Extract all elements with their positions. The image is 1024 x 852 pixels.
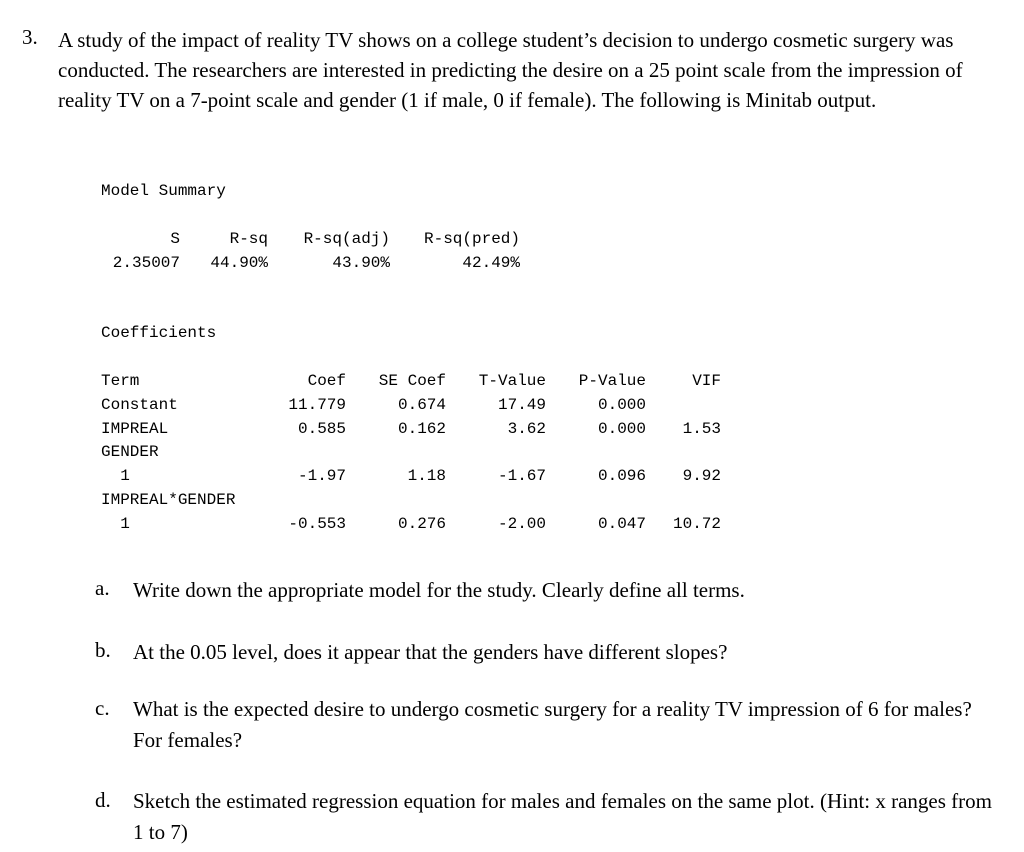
coef-cell: 11.779 [288, 396, 346, 414]
p-value-cell: 0.096 [597, 467, 646, 485]
coef-header-vif: VIF [692, 372, 721, 390]
term-cell: 1 [101, 515, 130, 533]
ms-header-s: S [170, 230, 180, 248]
part-text: Sketch the estimated regression equation for males and females on the same plot. (Hint: x ranges from 1 to 7) [133, 789, 993, 844]
term-cell: 1 [101, 467, 130, 485]
ms-header-rsq-pred: R-sq(pred) [423, 230, 520, 248]
vif-cell: 10.72 [672, 515, 721, 533]
coef-cell: 0.585 [297, 420, 346, 438]
part-text: What is the expected desire to undergo cosmetic surgery for a reality TV impression of 6 for males? For females? [133, 697, 972, 752]
coef-header-se: SE Coef [378, 372, 446, 390]
part-text: At the 0.05 level, does it appear that the genders have different slopes? [133, 640, 728, 664]
part-letter: a. [95, 576, 110, 600]
p-value-cell: 0.000 [597, 396, 646, 414]
coef-header-p: P-Value [578, 372, 646, 390]
term-cell: IMPREAL*GENDER [101, 491, 236, 509]
coef-header-t: T-Value [478, 372, 546, 390]
term-cell: Constant [101, 396, 178, 414]
part-letter: d. [95, 788, 111, 812]
ms-value-s: 2.35007 [112, 254, 180, 272]
t-value-cell: -2.00 [497, 515, 546, 533]
p-value-cell: 0.047 [597, 515, 646, 533]
coef-cell: -0.553 [288, 515, 346, 533]
ms-value-rsq-pred: 42.49% [462, 254, 520, 272]
vif-cell: 1.53 [682, 420, 721, 438]
ms-value-rsq-adj: 43.90% [332, 254, 390, 272]
model-summary-heading: Model Summary [101, 182, 226, 200]
part-letter: c. [95, 696, 110, 720]
p-value-cell: 0.000 [597, 420, 646, 438]
t-value-cell: 17.49 [497, 396, 546, 414]
t-value-cell: 3.62 [507, 420, 546, 438]
term-cell: IMPREAL [101, 420, 169, 438]
vif-cell: 9.92 [682, 467, 721, 485]
se-coef-cell: 0.276 [397, 515, 446, 533]
question-text: A study of the impact of reality TV shows on a college student’s decision to undergo cosmetic surgery was conducted. The researchers are interested in predicting the desire on a 25 point scale from the impression of reality TV on a 7-point scale and gender (1 if male, 0 if female). The following is Minitab output. [58, 28, 963, 112]
coef-header-coef: Coef [307, 372, 346, 390]
coefficients-heading: Coefficients [101, 324, 217, 342]
term-cell: GENDER [101, 443, 159, 461]
coef-cell: -1.97 [297, 467, 346, 485]
ms-value-rsq: 44.90% [210, 254, 268, 272]
se-coef-cell: 1.18 [407, 467, 446, 485]
t-value-cell: -1.67 [497, 467, 546, 485]
question-number: 3. [22, 25, 38, 49]
coef-header-term: Term [101, 372, 140, 390]
ms-header-rsq: R-sq [229, 230, 268, 248]
se-coef-cell: 0.674 [397, 396, 446, 414]
part-letter: b. [95, 638, 111, 662]
part-text: Write down the appropriate model for the study. Clearly define all terms. [133, 578, 745, 602]
se-coef-cell: 0.162 [397, 420, 446, 438]
ms-header-rsq-adj: R-sq(adj) [303, 230, 390, 248]
